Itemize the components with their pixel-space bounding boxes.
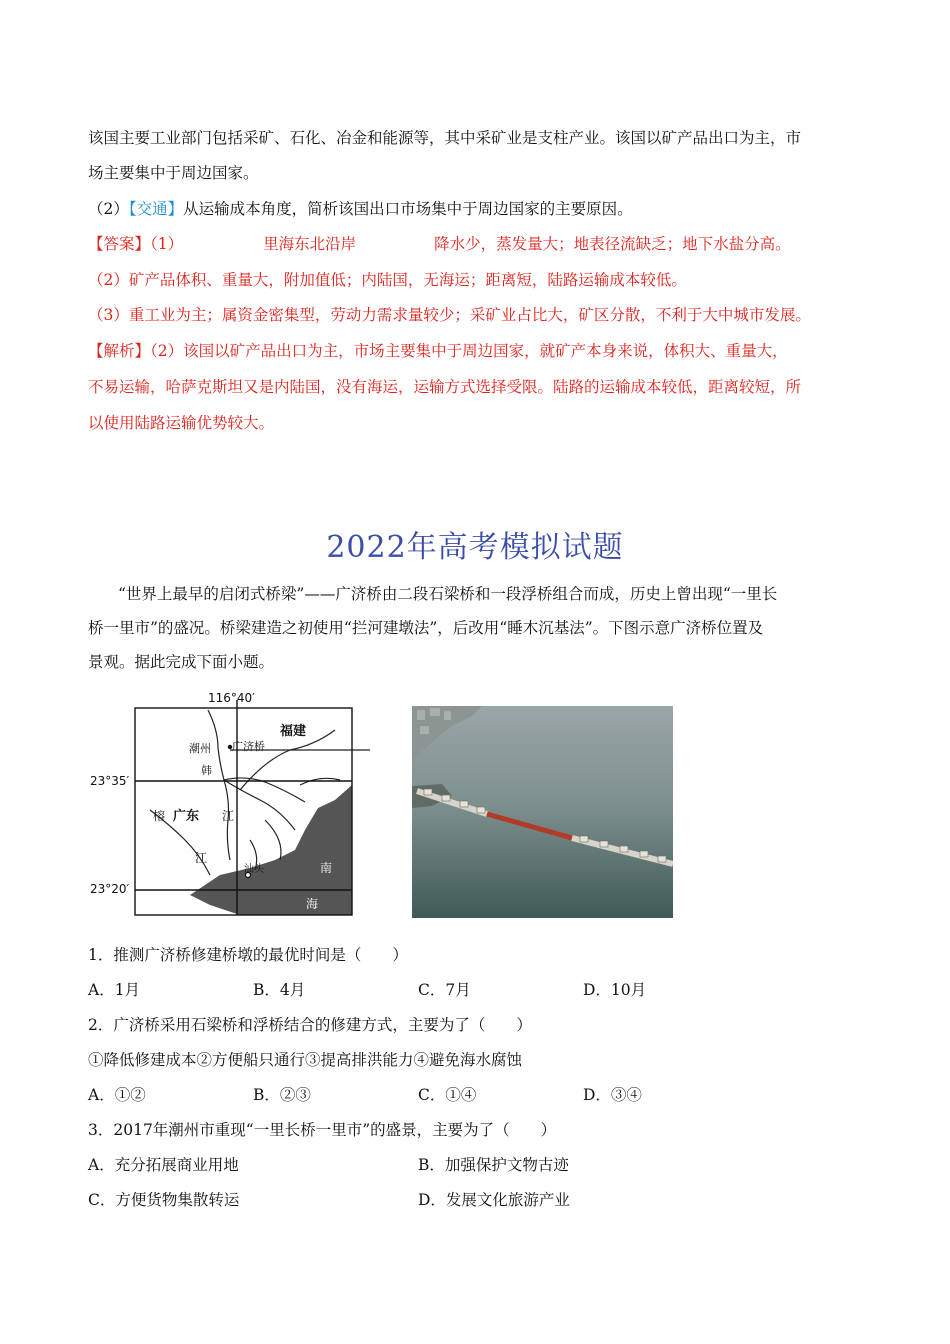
passage-line-1: “世界上最早的启闭式桥梁”——广济桥由二段石梁桥和一段浮桥组合而成，历史上曾出现“一里长 bbox=[118, 585, 778, 603]
question-1-stem: 1．推测广济桥修建桥墩的最优时间是（ ） bbox=[88, 946, 408, 964]
han-river-label: 韩 bbox=[201, 764, 212, 777]
intro-line-2: 场主要集中于周边国家。 bbox=[88, 164, 259, 182]
q2-option-a[interactable]: A．①② bbox=[88, 1086, 146, 1104]
q3-option-a[interactable]: A．充分拓展商业用地 bbox=[88, 1156, 239, 1174]
question-2-subquestion bbox=[88, 198, 633, 220]
answer-p1-num: （1） bbox=[150, 235, 184, 253]
answer-line-2: （2）矿产品体积、重量大，附加值低；内陆国，无海运；距离短，陆路运输成本较低。 bbox=[88, 271, 687, 289]
answer-p1-b: 降水少，蒸发量大；地表径流缺乏；地下水盐分高。 bbox=[434, 235, 791, 253]
q2-option-c[interactable]: C．①④ bbox=[418, 1086, 477, 1104]
jiang-label-1: 江 bbox=[222, 809, 235, 823]
q3-option-d[interactable]: D．发展文化旅游产业 bbox=[418, 1191, 570, 1209]
guangdong-label: 广东 bbox=[173, 809, 200, 824]
section-title: 2022年高考模拟试题 bbox=[326, 530, 624, 565]
q1-option-c[interactable]: C．7月 bbox=[418, 981, 471, 999]
answer-p1-a: 里海东北沿岸 bbox=[263, 235, 357, 253]
analysis-line-2: 不易运输，哈萨克斯坦又是内陆国，没有海运，运输方式选择受限。陆路的运输成本较低，距离较短，所 bbox=[88, 378, 802, 396]
location-map bbox=[90, 690, 370, 925]
q2-option-d[interactable]: D．③④ bbox=[583, 1086, 642, 1104]
q1-option-a[interactable]: A．1月 bbox=[88, 981, 141, 999]
longitude-label: 116°40′ bbox=[208, 691, 255, 705]
hai-label: 海 bbox=[306, 897, 319, 911]
jiang-label-2: 江 bbox=[195, 851, 208, 865]
answer-label: 【答案】 bbox=[88, 235, 151, 253]
fujian-label: 福建 bbox=[280, 724, 307, 739]
question-2-stem: 2．广济桥采用石梁桥和浮桥结合的修建方式，主要为了（ ） bbox=[88, 1016, 532, 1034]
answer-line-3: （3）重工业为主；属资金密集型，劳动力需求量较少；采矿业占比大，矿区分散，不利于大中城市发展。 bbox=[88, 306, 811, 324]
subquestion-number: （2） bbox=[88, 200, 129, 218]
rong-river-label: 榕 bbox=[153, 809, 166, 823]
analysis-line-1 bbox=[88, 340, 788, 362]
passage-line-2: 桥一里市”的盛况。桥梁建造之初使用“拦河建墩法”，后改用“睡木沉基法”。下图示意广济桥位置及 bbox=[88, 619, 764, 637]
photo-water bbox=[412, 706, 673, 918]
shantou-label: 汕头 bbox=[244, 864, 264, 875]
q3-option-b[interactable]: B．加强保护文物古迹 bbox=[418, 1156, 569, 1174]
latitude-label-2: 23°20′ bbox=[90, 882, 130, 896]
q2-option-b[interactable]: B．②③ bbox=[253, 1086, 311, 1104]
subquestion-text: 从运输成本角度，简析该国出口市场集中于周边国家的主要原因。 bbox=[183, 200, 633, 218]
latitude-label-1: 23°35′ bbox=[90, 774, 130, 788]
q1-option-b[interactable]: B．4月 bbox=[253, 981, 306, 999]
question-3-stem: 3．2017年潮州市重现“一里长桥一里市”的盛景，主要为了（ ） bbox=[88, 1121, 557, 1139]
answer-line-1 bbox=[88, 233, 791, 255]
passage-line-3: 景观。据此完成下面小题。 bbox=[88, 653, 275, 671]
sea-area bbox=[190, 785, 352, 915]
nan-label: 南 bbox=[320, 861, 333, 875]
analysis-line-3: 以使用陆路运输优势较大。 bbox=[88, 414, 275, 432]
topic-tag: 【交通】 bbox=[128, 200, 184, 218]
question-2-choices: ①降低修建成本②方便船只通行③提高排洪能力④避免海水腐蚀 bbox=[88, 1051, 523, 1069]
bridge-photo bbox=[412, 706, 673, 918]
guangjiqiao-label: 广济桥 bbox=[232, 740, 265, 753]
analysis-label: 【解析】 bbox=[88, 342, 151, 360]
chaozhou-label: 潮州 bbox=[189, 742, 211, 755]
analysis-text-1: （2）该国以矿产品出口为主，市场主要集中于周边国家，就矿产本身来说，体积大、重量大， bbox=[150, 342, 788, 360]
q3-option-c[interactable]: C．方便货物集散转运 bbox=[88, 1191, 240, 1209]
intro-line-1: 该国主要工业部门包括采矿、石化、冶金和能源等，其中采矿业是支柱产业。该国以矿产品出口为主，市 bbox=[88, 129, 802, 147]
q1-option-d[interactable]: D．10月 bbox=[583, 981, 647, 999]
